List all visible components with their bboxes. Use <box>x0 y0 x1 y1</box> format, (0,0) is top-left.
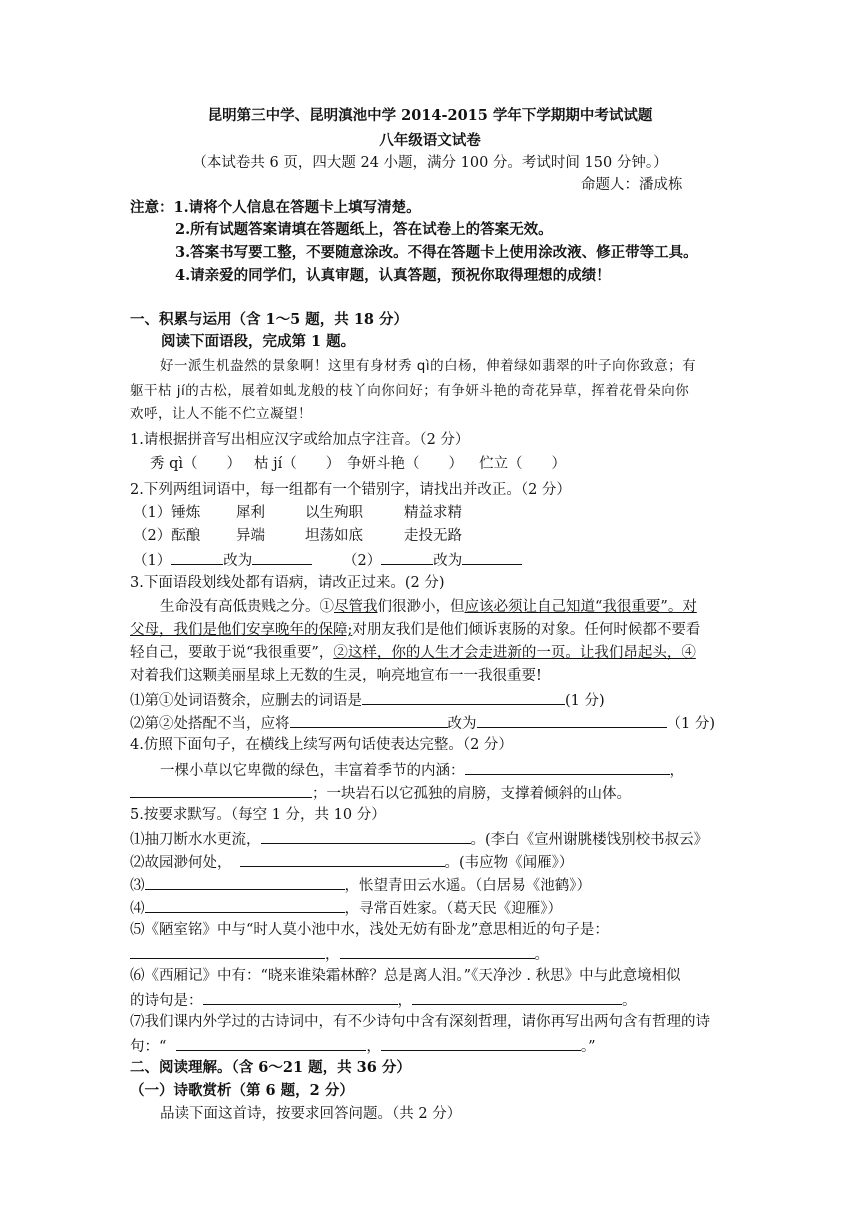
q5-item: ⑺我们课内外学过的古诗词中，有不少诗句中含有深刻哲理，请你再写出两句含有哲理的诗 <box>130 1014 710 1030</box>
q3-passage-line <box>130 620 700 640</box>
section-intro: 品读下面这首诗，按要求回答问题。（共 2 分） <box>160 1106 462 1122</box>
q5-item: 的诗句是： ， 。 <box>130 989 637 1011</box>
q5-item <box>130 828 708 850</box>
text-span: ，寻常百姓家。（葛天民《迎雁》） <box>344 901 562 917</box>
q2-word: （2）酝酿 <box>133 528 201 544</box>
q2-answer-line <box>343 549 522 571</box>
notice-item: 2.所有试题答案请填在答题纸上，答在试卷上的答案无效。 <box>175 221 553 238</box>
section-heading: 一、积累与运用（含 1～5 题，共 18 分） <box>130 311 409 328</box>
section-heading: 二、阅读理解。（含 6～21 题，共 36 分） <box>130 1059 411 1076</box>
q3-passage-line <box>160 597 697 617</box>
text-span: 。(李白《宣州谢朓楼饯别校书叔云》 <box>470 832 709 848</box>
answer-blank[interactable] <box>252 549 312 565</box>
q1-item: 伫立（ ） <box>479 456 566 472</box>
text-span: 的诗句是： <box>130 993 203 1009</box>
question-2-stem: 2.下列两组词语中，每一组都有一个错别字，请找出并改正。（2 分） <box>130 482 571 498</box>
answer-blank[interactable] <box>203 989 398 1005</box>
q5-item: ⑹《西厢记》中有：“晓来谁染霜林醉？总是离人泪。”《天净沙 . 秋思》中与此意境相似 <box>130 968 681 984</box>
answer-blank[interactable] <box>381 1035 581 1051</box>
underlined-text: 父母，我们是他们安享晚年的保障; <box>130 622 353 638</box>
q2-word: 以生殉职 <box>305 505 363 521</box>
answer-blank[interactable] <box>176 1035 366 1051</box>
q5-item: 句：“ ， 。” <box>130 1035 596 1057</box>
section-intro: 阅读下面语段，完成第 1 题。 <box>161 333 356 350</box>
answer-blank[interactable] <box>130 782 312 798</box>
q2-answer-line <box>133 549 312 571</box>
answer-blank[interactable] <box>145 874 345 890</box>
underlined-text: 尽管我 <box>334 599 378 615</box>
q5-item: ⑸《陋室铭》中与“时人莫小池中水，浅处无妨有卧龙”意思相近的句子是： <box>130 922 609 938</box>
text-span: 句：“ <box>130 1039 167 1055</box>
answer-blank[interactable] <box>290 712 448 728</box>
passage-line: 好一派生机盎然的景象啊！这里有身材秀 qì的白杨，伸着绿如翡翠的叶子向你致意；有 <box>160 358 697 374</box>
answer-blank[interactable] <box>381 549 433 565</box>
answer-blank[interactable] <box>261 828 471 844</box>
q2-change-label: 改为 <box>433 553 463 569</box>
q2-answer-label: （2） <box>343 553 382 569</box>
answer-blank[interactable] <box>340 943 535 959</box>
q5-item-blanks: ， 。 <box>130 943 549 965</box>
exam-subtitle: 八年级语文试卷 <box>379 132 481 149</box>
text-span: ⑷ <box>130 901 145 917</box>
q2-word: 异端 <box>236 528 265 544</box>
text-span: ⑵第②处搭配不当，应将 <box>130 716 290 732</box>
text-span: ⑵故园渺何处， <box>130 855 232 871</box>
q3-passage-line: 对着我们这颗美丽星球上无数的生灵，响亮地宣布一一我很重要! <box>130 668 542 684</box>
answer-blank[interactable] <box>171 549 223 565</box>
q2-change-label: 改为 <box>223 553 253 569</box>
q2-word: 犀利 <box>236 505 265 521</box>
question-3-stem: 3.下面语段划线处都有语病，请改正过来。(2 分) <box>130 575 445 591</box>
q3-passage-line <box>130 643 696 663</box>
question-4-stem: 4.仿照下面句子，在横线上续写两句话使表达完整。（2 分） <box>130 737 513 753</box>
text-span: （1 分) <box>666 716 715 732</box>
text-span: 生命没有高低贵贱之分。① <box>160 599 334 615</box>
passage-line: 欢呼，让人不能不伫立凝望！ <box>130 406 312 422</box>
text-span: 。(韦应物《闻雁》） <box>444 855 574 871</box>
notice-item: 4.请亲爱的同学们，认真审题，认真答题，预祝你取得理想的成绩！ <box>175 267 611 284</box>
answer-blank[interactable] <box>477 712 667 728</box>
text-span: ⑴第①处词语赘余，应删去的词语是 <box>130 693 362 709</box>
underlined-text: ②这样，你的人生才会走进新的一页。让我们昂起头，④ <box>333 645 696 661</box>
exam-info: （本试卷共 6 页，四大题 24 小题，满分 100 分。考试时间 150 分钟。） <box>192 155 668 171</box>
q1-item: 争妍斗艳（ ） <box>347 456 463 472</box>
question-1-stem: 1.请根据拼音写出相应汉字或给加点字注音。（2 分） <box>130 432 470 448</box>
text-span: 轻自己，要敢于说“我很重要”， <box>130 645 334 661</box>
answer-blank[interactable] <box>240 851 445 867</box>
q5-item <box>130 897 562 919</box>
q1-item: 秀 qì（ ） <box>150 456 242 472</box>
notice-item: 3.答案书写要工整，不要随意涂改。不得在答题卡上使用涂改液、修正带等工具。 <box>175 244 698 261</box>
notice <box>130 198 421 218</box>
q2-word: 精益求精 <box>404 505 462 521</box>
underlined-text: 应该必须让自己知道“我很重要”。对 <box>464 599 697 615</box>
answer-blank[interactable] <box>465 759 670 775</box>
text-span: 们很渺小，但 <box>377 599 465 615</box>
q5-item <box>130 874 591 896</box>
q4-line <box>130 782 631 804</box>
q1-item: 枯 jí（ ） <box>254 456 341 472</box>
answer-blank[interactable] <box>145 897 345 913</box>
q5-item <box>130 851 573 873</box>
text-span: ⑶ <box>130 878 145 894</box>
answer-blank[interactable] <box>130 943 325 959</box>
passage-line: 躯干枯 jí的古松，展着如虬龙般的枝丫向你问好；有争妍斗艳的奇花异草，挥着花骨朵向你 <box>130 383 690 399</box>
q2-answer-label: （1） <box>133 553 172 569</box>
q2-word: （1）锤炼 <box>133 505 201 521</box>
text-span: ；一块岩石以它孤独的肩膀，支撑着倾斜的山体。 <box>312 786 631 802</box>
q2-word: 坦荡如底 <box>305 528 363 544</box>
notice-label: 注意： <box>130 199 174 216</box>
text-span: ⑴抽刀断水水更流， <box>130 832 261 848</box>
answer-blank[interactable] <box>362 689 565 705</box>
answer-blank[interactable] <box>462 549 522 565</box>
question-5-stem: 5.按要求默写。（每空 1 分，共 10 分） <box>130 807 386 823</box>
text-span: (1 分) <box>565 693 605 709</box>
q2-word: 走投无路 <box>404 528 462 544</box>
section-sub-heading: （一）诗歌赏析（第 6 题，2 分） <box>130 1082 354 1099</box>
answer-blank[interactable] <box>412 989 622 1005</box>
q4-line: 一棵小草以它卑微的绿色，丰富着季节的内涵： ， <box>160 759 684 781</box>
exam-title: 昆明第三中学、昆明滇池中学 2014-2015 学年下学期期中考试试题 <box>207 107 653 124</box>
text-span: 改为 <box>447 716 477 732</box>
text-span: ，怅望青田云水遥。（白居易《池鹤》） <box>344 878 591 894</box>
text-span: 一棵小草以它卑微的绿色，丰富着季节的内涵： <box>160 763 465 779</box>
q3-sub-question <box>130 689 605 711</box>
text-span: 对朋友我们是他们倾诉衷肠的对象。任何时候都不要看 <box>352 622 701 638</box>
q3-sub-question <box>130 712 715 734</box>
exam-author: 命题人：潘成栋 <box>581 177 683 193</box>
notice-item: 1.请将个人信息在答题卡上填写清楚。 <box>173 199 421 216</box>
